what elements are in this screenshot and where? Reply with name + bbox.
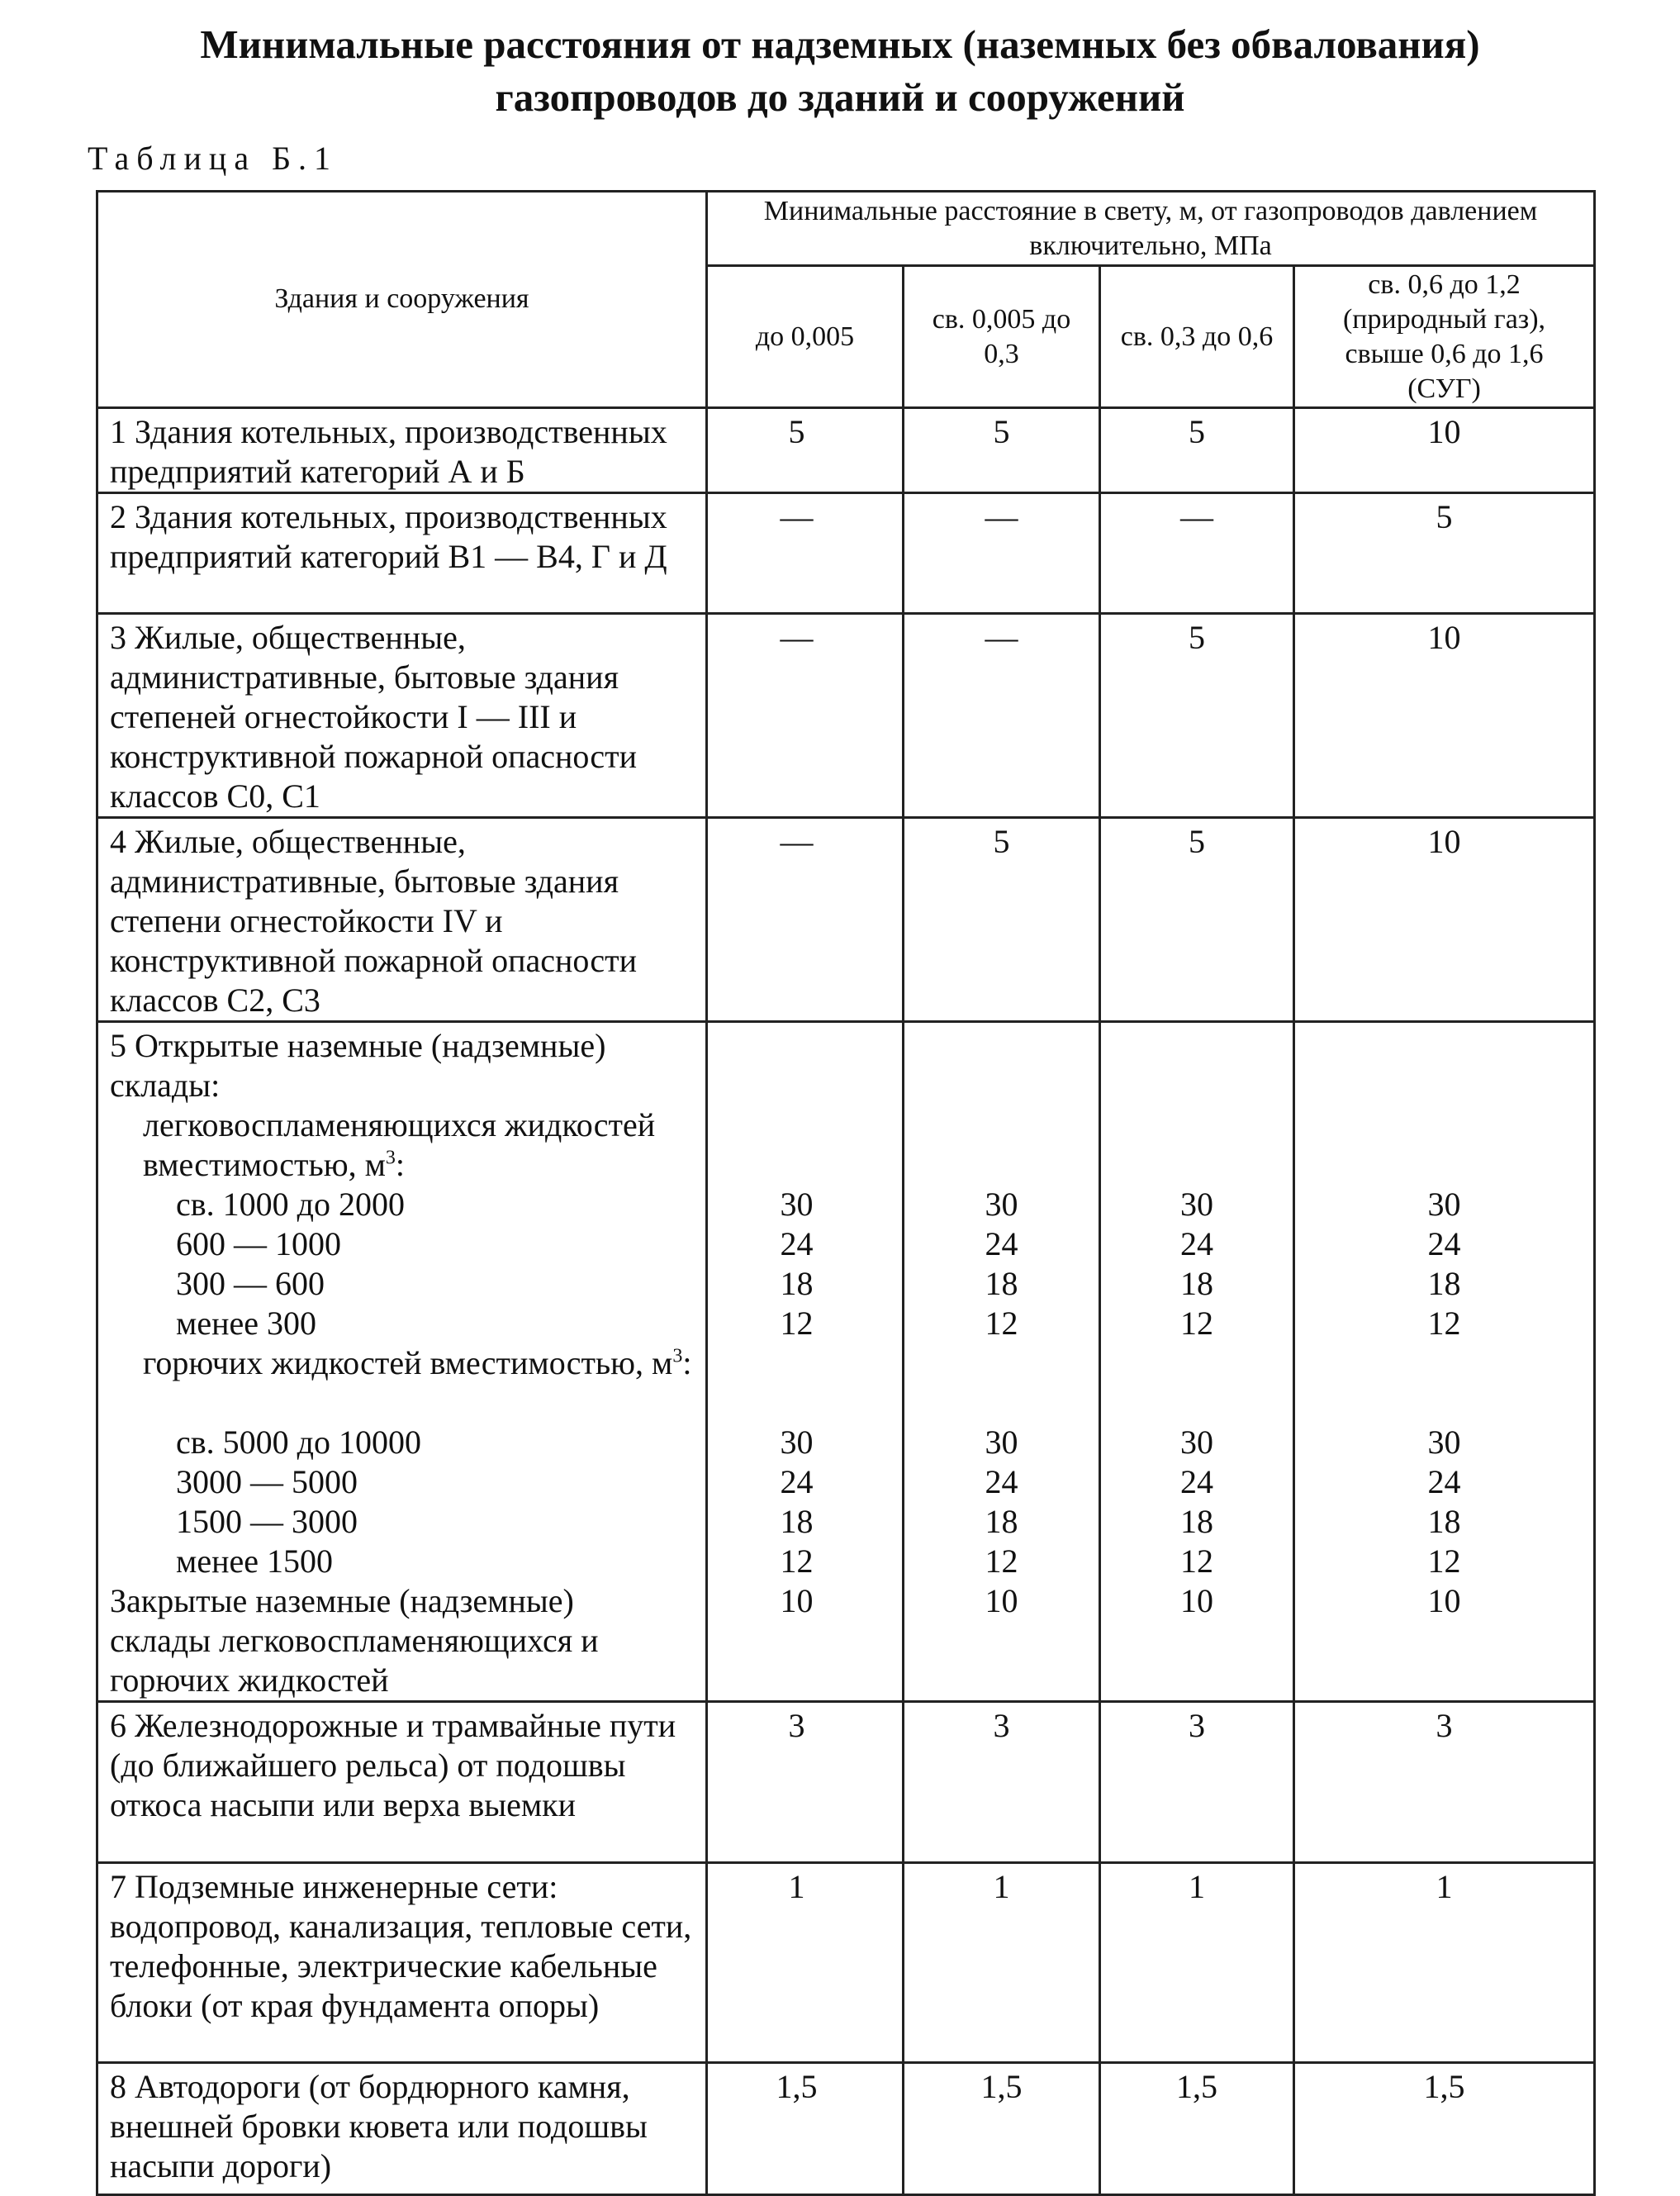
row-3-value-3: 5: [1100, 614, 1294, 818]
row-5-gzh-1-value-2: 30: [985, 1424, 1018, 1461]
row-2-value-4: 5: [1294, 493, 1595, 614]
row-5-gzh-3-value-3: 18: [1180, 1503, 1213, 1540]
row-5-gzh-1-value-4: 30: [1427, 1424, 1461, 1461]
row-1-value-2: 5: [904, 408, 1100, 493]
row-5-closed-value-4: 10: [1427, 1582, 1461, 1619]
header-pressure-group: Минимальные расстояние в свету, м, от газопроводов давлением включительно, МПа: [707, 192, 1595, 266]
row-4-value-3: 5: [1100, 818, 1294, 1022]
row-5-closed-value-2: 10: [985, 1582, 1018, 1619]
row-3-name: 3 Жилые, общественные, административные, бытовые здания степеней огнестойкости I — III и конструктивной пожарной опасности классов С0, С1: [97, 614, 707, 818]
row-7-value-2: 1: [904, 1863, 1100, 2063]
row-5-values-col-2: [904, 1022, 1100, 1702]
row-4-value-4: 10: [1294, 818, 1595, 1022]
row-7-value-4: 1: [1294, 1863, 1595, 2063]
header-buildings: Здания и сооружения: [97, 192, 707, 408]
row-5-lvzh-item-4: менее 300: [176, 1305, 316, 1342]
row-5-lvzh-3-value-3: 18: [1180, 1265, 1213, 1302]
table-row-5: [97, 1022, 1595, 1702]
row-8-name: 8 Автодороги (от бордюрного камня, внешней бровки кювета или подошвы насыпи дороги): [97, 2063, 707, 2195]
table-row-6: [97, 1702, 1595, 1863]
row-5-lvzh-item-3: 300 — 600: [176, 1265, 325, 1302]
document-title: [0, 18, 1680, 124]
row-5-lvzh-item-2: 600 — 1000: [176, 1225, 341, 1262]
row-8-value-4: 1,5: [1294, 2063, 1595, 2195]
table-row-2: [97, 493, 1595, 614]
row-5-gzh-2-value-1: 24: [780, 1463, 814, 1500]
row-4-value-2: 5: [904, 818, 1100, 1022]
row-5-lvzh-1-value-2: 30: [985, 1186, 1018, 1223]
row-5-lvzh-4-value-1: 12: [780, 1305, 814, 1342]
row-5-lvzh-label: легковоспламеняющихся жидкостей вместимостью, $м^3$:: [143, 1106, 656, 1183]
row-5-lvzh-3-value-1: 18: [780, 1265, 814, 1302]
table-row-4: [97, 818, 1595, 1022]
row-5-gzh-item-2: 3000 — 5000: [176, 1463, 358, 1500]
row-2-value-3: —: [1100, 493, 1294, 614]
row-5-lvzh-item-1: св. 1000 до 2000: [176, 1186, 405, 1223]
row-7-value-1: 1: [707, 1863, 904, 2063]
row-4-name: 4 Жилые, общественные, административные, бытовые здания степени огнестойкости IV и конструктивной пожарной опасности классов С2, С3: [97, 818, 707, 1022]
row-5-lvzh-3-value-4: 18: [1427, 1265, 1461, 1302]
row-5-closed-value-1: 10: [780, 1582, 814, 1619]
table-row-8: [97, 2063, 1595, 2195]
row-5-lvzh-2-value-4: 24: [1427, 1225, 1461, 1262]
row-5-gzh-label: горючих жидкостей вместимостью, $м^3$:: [143, 1344, 692, 1381]
row-5-gzh-3-value-4: 18: [1427, 1503, 1461, 1540]
row-5-lvzh-4-value-3: 12: [1180, 1305, 1213, 1342]
row-3-value-4: 10: [1294, 614, 1595, 818]
row-5-gzh-item-4: менее 1500: [176, 1542, 333, 1580]
distances-table: [96, 190, 1596, 2196]
row-5-gzh-4-value-3: 12: [1180, 1542, 1213, 1580]
row-8-value-2: 1,5: [904, 2063, 1100, 2195]
row-5-lvzh-2-value-2: 24: [985, 1225, 1018, 1262]
header-row-1: [97, 192, 1595, 266]
row-5-lvzh-1-value-3: 30: [1180, 1186, 1213, 1223]
table-row-3: [97, 614, 1595, 818]
row-2-value-1: —: [707, 493, 904, 614]
row-5-gzh-2-value-3: 24: [1180, 1463, 1213, 1500]
row-6-value-1: 3: [707, 1702, 904, 1863]
row-5-lvzh-2-value-3: 24: [1180, 1225, 1213, 1262]
row-5-closed-value-3: 10: [1180, 1582, 1213, 1619]
row-7-name: 7 Подземные инженерные сети: водопровод, канализация, тепловые сети, телефонные, электрические кабельные блоки (от края фундамента опоры): [97, 1863, 707, 2063]
row-5-lvzh-4-value-4: 12: [1427, 1305, 1461, 1342]
row-6-name: 6 Железнодорожные и трамвайные пути (до ближайшего рельса) от подошвы откоса насыпи или верха выемки: [97, 1702, 707, 1863]
row-3-value-2: —: [904, 614, 1100, 818]
row-1-value-3: 5: [1100, 408, 1294, 493]
row-1-value-4: 10: [1294, 408, 1595, 493]
row-5-gzh-4-value-2: 12: [985, 1542, 1018, 1580]
row-5-values-col-3: [1100, 1022, 1294, 1702]
title-line-2: газопроводов до зданий и сооружений: [495, 74, 1185, 120]
row-5-lvzh-4-value-2: 12: [985, 1305, 1018, 1342]
row-5-title: 5 Открытые наземные (надземные) склады:: [110, 1027, 606, 1104]
row-6-value-4: 3: [1294, 1702, 1595, 1863]
row-5-lvzh-1-value-4: 30: [1427, 1186, 1461, 1223]
row-8-value-3: 1,5: [1100, 2063, 1294, 2195]
row-6-value-3: 3: [1100, 1702, 1294, 1863]
row-7-value-3: 1: [1100, 1863, 1294, 2063]
row-5-gzh-4-value-1: 12: [780, 1542, 814, 1580]
header-pressure-2: св. 0,005 до 0,3: [904, 266, 1100, 408]
row-5-values-col-1: [707, 1022, 904, 1702]
row-8-value-1: 1,5: [707, 2063, 904, 2195]
header-pressure-4: св. 0,6 до 1,2 (природный газ), свыше 0,6 до 1,6 (СУГ): [1294, 266, 1595, 408]
row-4-value-1: —: [707, 818, 904, 1022]
row-5-lvzh-2-value-1: 24: [780, 1225, 814, 1262]
row-5-gzh-2-value-4: 24: [1427, 1463, 1461, 1500]
row-5-gzh-3-value-2: 18: [985, 1503, 1018, 1540]
table-caption: Таблица Б.1: [88, 140, 339, 177]
header-pressure-1: до 0,005: [707, 266, 904, 408]
table-row-1: [97, 408, 1595, 493]
row-3-value-1: —: [707, 614, 904, 818]
row-5-gzh-1-value-3: 30: [1180, 1424, 1213, 1461]
row-5-gzh-3-value-1: 18: [780, 1503, 814, 1540]
row-5-gzh-item-1: св. 5000 до 10000: [176, 1424, 421, 1461]
row-5-gzh-2-value-2: 24: [985, 1463, 1018, 1500]
row-2-name: 2 Здания котельных, производственных предприятий категорий В1 — В4, Г и Д: [97, 493, 707, 614]
row-5-name: [97, 1022, 707, 1702]
title-line-1: Минимальные расстояния от надземных (наземных без обвалования): [200, 21, 1480, 67]
row-5-gzh-4-value-4: 12: [1427, 1542, 1461, 1580]
header-pressure-3: св. 0,3 до 0,6: [1100, 266, 1294, 408]
row-5-gzh-1-value-1: 30: [780, 1424, 814, 1461]
row-1-value-1: 5: [707, 408, 904, 493]
row-5-gzh-item-3: 1500 — 3000: [176, 1503, 358, 1540]
row-5-closed-label: Закрытые наземные (надземные) склады легковоспламеняющихся и горючих жидкостей: [110, 1582, 599, 1699]
row-5-lvzh-3-value-2: 18: [985, 1265, 1018, 1302]
row-1-name: 1 Здания котельных, производственных предприятий категорий А и Б: [97, 408, 707, 493]
row-2-value-2: —: [904, 493, 1100, 614]
row-5-values-col-4: [1294, 1022, 1595, 1702]
table-row-7: [97, 1863, 1595, 2063]
row-6-value-2: 3: [904, 1702, 1100, 1863]
row-5-lvzh-1-value-1: 30: [780, 1186, 814, 1223]
